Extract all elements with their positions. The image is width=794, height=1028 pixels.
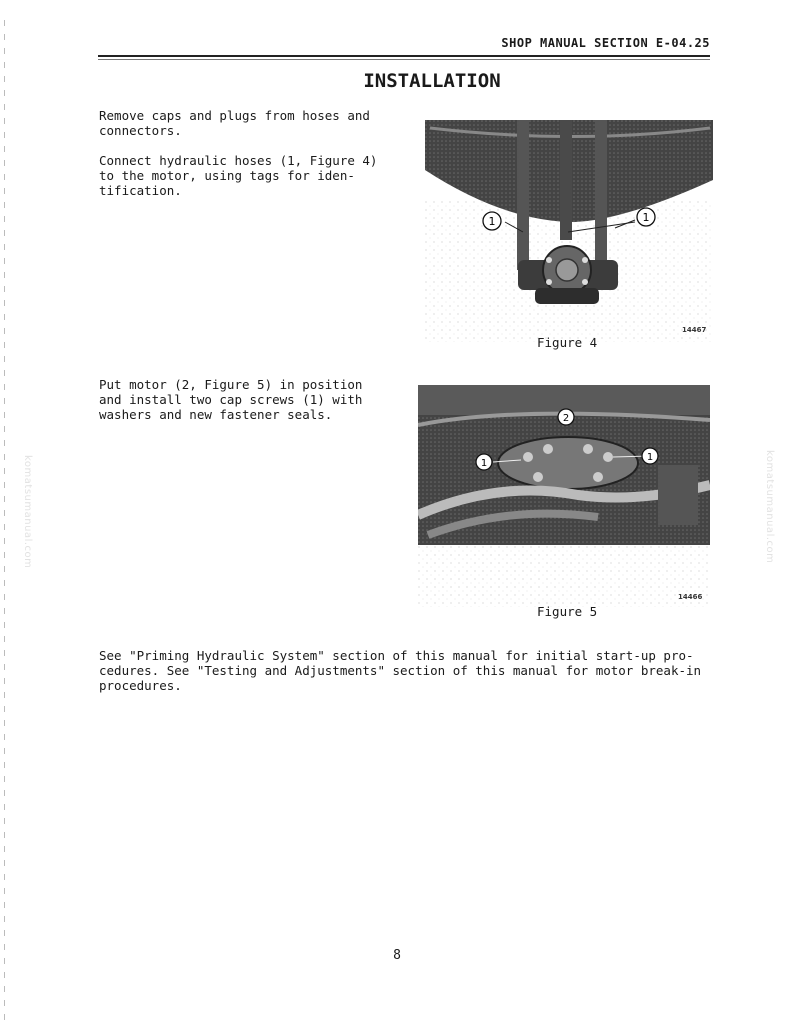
scan-edge [4,20,5,1020]
svg-text:2: 2 [562,413,570,424]
header-rule [98,55,710,57]
section-header: SHOP MANUAL SECTION E-04.25 [501,36,710,50]
instruction-remove-caps: Remove caps and plugs from hoses and connectors. [99,108,370,138]
figure-4-photo [425,120,713,342]
figure-5-photo [418,385,710,607]
svg-text:1: 1 [480,458,488,469]
svg-text:1: 1 [646,452,654,463]
section-title: INSTALLATION [363,70,501,92]
priming-note: See "Priming Hydraulic System" section of this manual for initial start-up pro- cedures. See "Testing and Adjustments" section of this manual for motor break-in procedures. [99,648,702,693]
figure-4-photo-number: 14467 [682,326,707,334]
page-number: 8 [393,948,401,963]
instruction-put-motor: Put motor (2, Figure 5) in position and install two cap screws (1) with washers and new fastener seals. [99,377,363,422]
watermark-right: komatsumanual.com [764,450,775,564]
svg-text:1: 1 [642,211,650,224]
figure-4-caption: Figure 4 [537,335,598,350]
watermark-left: komatsumanual.com [22,455,33,569]
instruction-connect-hoses: Connect hydraulic hoses (1, Figure 4) to the motor, using tags for iden- tification. [99,153,378,198]
figure-5-photo-number: 14466 [678,593,703,601]
figure-4-image [425,120,713,342]
figure-5-image [418,385,710,607]
svg-text:1: 1 [488,215,496,228]
figure-5-caption: Figure 5 [537,604,598,619]
header-rule-thin [98,59,710,60]
